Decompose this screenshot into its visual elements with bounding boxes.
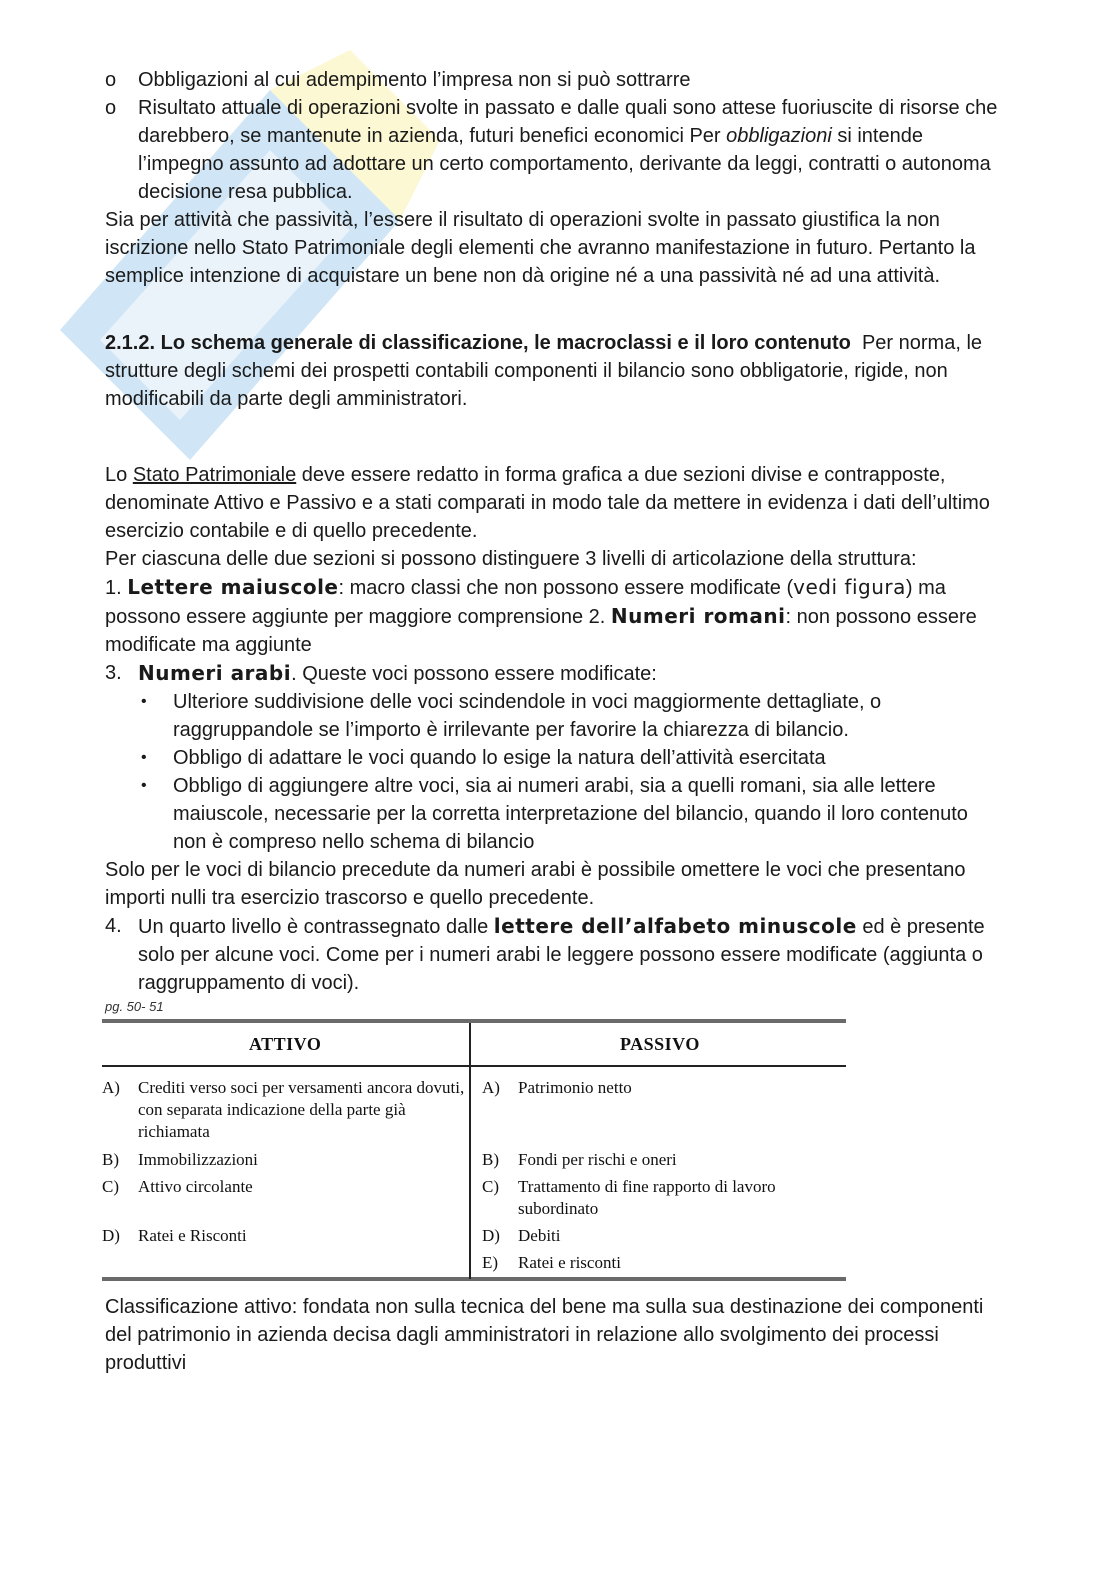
item-text: Ratei e risconti bbox=[518, 1253, 621, 1272]
item-key: C) bbox=[482, 1177, 499, 1196]
item-text: Ratei e Risconti bbox=[138, 1226, 247, 1245]
item-text: Debiti bbox=[518, 1226, 561, 1245]
balance-sheet-figure bbox=[102, 1019, 846, 1283]
item-key: B) bbox=[482, 1150, 499, 1169]
document-page bbox=[102, 66, 1005, 1377]
bullet-text: Obbligo di aggiungere altre voci, sia ai numeri arabi, sia a quelli romani, sia alle lettere maiuscole, necessarie per la corretta interpretazione del bilancio, quando il loro contenuto non è compreso nello schema di bilancio bbox=[173, 775, 968, 853]
paragraph: Sia per attività che passività, l’essere il risultato di operazioni svolte in passato giustifica la non iscrizione nello Stato Patrimoniale degli elementi che avranno manifestazione in futuro. Pertanto la semplice intenzione di acquistare un bene non dà origine né a una passività né ad una attività. bbox=[105, 209, 976, 287]
table-header-rule bbox=[102, 1065, 846, 1067]
level-1-2 bbox=[105, 573, 1005, 659]
text: . Queste voci possono essere modificate: bbox=[291, 663, 657, 685]
bullet-item bbox=[105, 772, 1005, 856]
table-column-divider bbox=[469, 1023, 471, 1279]
item-key: C) bbox=[102, 1177, 119, 1196]
item-text: Crediti verso soci per versamenti ancora dovuti, con separata indicazione della parte già richiamata bbox=[138, 1078, 465, 1141]
paragraph: Per ciascuna delle due sezioni si possono distinguere 3 livelli di articolazione della struttura: bbox=[105, 548, 917, 570]
paragraph: Classificazione attivo: fondata non sulla tecnica del bene ma sulla sua destinazione dei componenti del patrimonio in azienda decisa dagli amministratori in relazione allo svolgimento dei processi produttivi bbox=[105, 1296, 984, 1374]
italic-term: obbligazioni bbox=[726, 125, 832, 147]
bold-term: Numeri arabi bbox=[138, 661, 292, 685]
text: Un quarto livello è contrassegnato dalle bbox=[138, 916, 494, 938]
bullet-marker: • bbox=[141, 693, 147, 710]
bullet-item bbox=[105, 688, 1005, 744]
table-bottom-rule bbox=[102, 1277, 846, 1281]
list-marker: o bbox=[105, 97, 117, 119]
text: : non possono essere modificate ma aggiunte bbox=[105, 606, 977, 656]
level-3 bbox=[105, 659, 1005, 688]
figure-caption: pg. 50- 51 bbox=[105, 999, 164, 1014]
item-text: Attivo circolante bbox=[138, 1177, 253, 1196]
item-text: Fondi per rischi e oneri bbox=[518, 1150, 677, 1169]
list-marker: o bbox=[105, 69, 117, 91]
bullet-text: Ulteriore suddivisione delle voci scindendole in voci maggiormente dettagliate, o raggruppandole se l’importo è irrilevante per favorire la chiarezza di bilancio. bbox=[173, 691, 882, 741]
table-top-rule bbox=[102, 1019, 846, 1023]
item-key: A) bbox=[482, 1078, 500, 1097]
level-number: 1. bbox=[105, 577, 122, 599]
item-text: Patrimonio netto bbox=[518, 1078, 632, 1097]
level-4 bbox=[105, 912, 1005, 997]
list-item bbox=[105, 66, 1005, 94]
list-item bbox=[105, 94, 1005, 206]
level-number: 4. bbox=[105, 915, 122, 937]
section-heading: 2.1.2. Lo schema generale di classificazione, le macroclassi e il loro contenuto bbox=[105, 332, 851, 354]
bullet-text: Obbligo di adattare le voci quando lo esige la natura dell’attività esercitata bbox=[173, 747, 826, 769]
underlined-term: Stato Patrimoniale bbox=[132, 464, 297, 486]
passivo-header: PASSIVO bbox=[620, 1034, 700, 1054]
item-key: A) bbox=[102, 1078, 120, 1097]
text: Lo bbox=[105, 464, 133, 486]
item-key: D) bbox=[482, 1226, 500, 1245]
bullet-marker: • bbox=[141, 777, 147, 794]
paragraph: Per norma, le strutture degli schemi dei prospetti contabili componenti il bilancio sono obbligatorie, rigide, non modificabili da parte degli amministratori. bbox=[105, 332, 983, 410]
attivo-header: ATTIVO bbox=[249, 1034, 322, 1054]
bullet-marker: • bbox=[141, 749, 147, 766]
section-heading-paragraph bbox=[105, 329, 1005, 413]
level-number: 3. bbox=[105, 662, 122, 684]
bullet-item bbox=[105, 744, 1005, 772]
text: deve essere redatto in forma grafica a due sezioni divise e contrapposte, denominate Attivo e Passivo e a stati comparati in modo tale da mettere in evidenza i dati dell’ultimo esercizio contabile e di quello precedente. bbox=[105, 464, 990, 542]
text: : macro classi che non possono essere modificate ( bbox=[338, 577, 794, 599]
figure-reference: vedi figura bbox=[793, 575, 906, 599]
bold-term: Numeri romani bbox=[610, 604, 786, 628]
text: ) ma possono essere aggiunte per maggiore comprensione 2. bbox=[105, 577, 946, 628]
item-key: D) bbox=[102, 1226, 120, 1245]
bold-term: Lettere maiuscole bbox=[127, 575, 339, 599]
paragraph bbox=[105, 461, 1005, 545]
paragraph: Solo per le voci di bilancio precedute da numeri arabi è possibile omettere le voci che presentano importi nulli tra esercizio trascorso e quello precedente. bbox=[105, 859, 966, 909]
text: ed è presente solo per alcune voci. Come per i numeri arabi le leggere possono essere modificate (aggiunta o raggruppamento di voci). bbox=[138, 916, 985, 994]
bold-term: lettere dell’alfabeto minuscole bbox=[493, 914, 857, 938]
item-key: B) bbox=[102, 1150, 119, 1169]
list-item-text: si intende l’impegno assunto ad adottare un certo comportamento, derivante da leggi, contratti o autonoma decisione resa pubblica. bbox=[138, 125, 991, 203]
item-text: Trattamento di fine rapporto di lavoro subordinato bbox=[518, 1177, 776, 1218]
item-text: Immobilizzazioni bbox=[138, 1150, 258, 1169]
item-key: E) bbox=[482, 1253, 499, 1272]
list-item-text: Obbligazioni al cui adempimento l’impresa non si può sottrarre bbox=[138, 69, 691, 91]
list-item-text: Risultato attuale di operazioni svolte in passato e dalle quali sono attese fuoriuscite di risorse che darebbero, se mantenute in azienda, futuri benefici economici Per bbox=[138, 97, 998, 147]
